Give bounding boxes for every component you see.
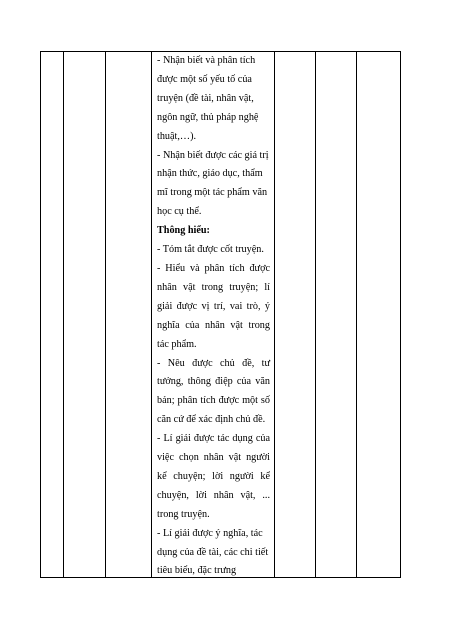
cell-paragraph: - Nhận biết và phân tích được một số yếu tố của truyện (đề tài, nhân vật, ngôn ngữ, thủ pháp nghệ thuật,…).: [157, 55, 259, 142]
cell-paragraph: - Tóm tắt được cốt truyện.: [157, 244, 264, 256]
cell-paragraph: - Nhận biết được các giá trị nhận thức, giáo dục, thẩm mĩ trong một tác phẩm văn học cụ thể.: [157, 149, 269, 218]
cell-paragraph: - Hiểu và phân tích được nhân vật trong truyện; lí giải được vị trí, vai trò, ý nghĩa của nhân vật trong tác phẩm.: [157, 262, 270, 350]
cell-paragraph: - Lí giải được ý nghĩa, tác dụng của đề tài, các chi tiết tiêu biểu, đặc trưng: [157, 527, 269, 577]
table-cell-content: [157, 52, 270, 581]
cell-paragraph: - Lí giải được tác dụng của việc chọn nhân vật người kể chuyện; lời người kể chuyện, lời nhân vật, ... trong truyện.: [157, 433, 270, 520]
cell-paragraph: - Nêu được chủ đề, tư tưởng, thông điệp của văn bản; phân tích được một số căn cứ để xác định chủ đề.: [157, 357, 270, 426]
section-heading: Thông hiểu:: [157, 225, 210, 237]
